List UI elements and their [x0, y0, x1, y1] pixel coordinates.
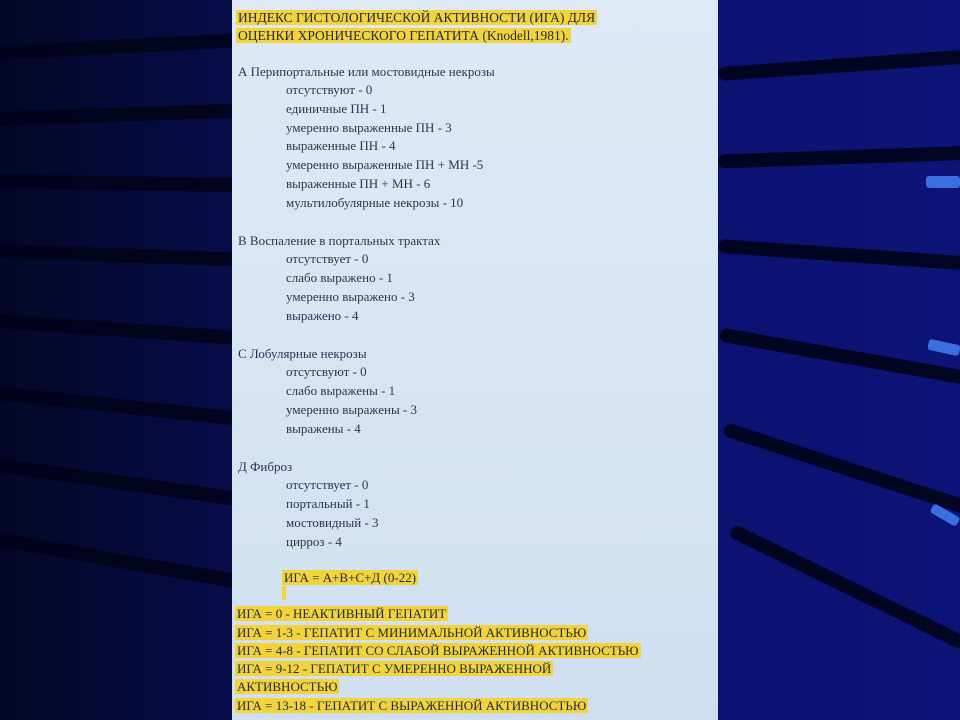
grade-text: ИГА = 13-18 - ГЕПАТИТ С ВЫРАЖЕННОЙ АКТИВНОСТЬЮ — [237, 698, 587, 713]
grade-line — [235, 643, 641, 659]
section-c-heading: С Лобулярные некрозы — [238, 346, 367, 361]
section-a-item: умеренно выраженные ПН + МН -5 — [286, 157, 484, 172]
background-stripe — [0, 384, 240, 425]
background-stripe — [0, 33, 240, 61]
section-b-heading: В Воспаление в портальных трактах — [238, 233, 441, 248]
formula-highlight-tail — [282, 586, 286, 600]
section-b-item: отсутствует - 0 — [286, 251, 369, 266]
grade-line — [235, 625, 588, 641]
section-a-item: отсутствуют - 0 — [286, 82, 373, 97]
background-stripe — [722, 422, 960, 516]
background-stripe — [719, 328, 960, 387]
background-stripe — [728, 524, 960, 651]
title-line-2-text: ОЦЕНКИ ХРОНИЧЕСКОГО ГЕПАТИТА (Knodell,1981). — [238, 28, 569, 43]
section-d-item: портальный - 1 — [286, 496, 370, 511]
background-accent — [927, 339, 960, 356]
grade-text: ИГА = 1-3 - ГЕПАТИТ С МИНИМАЛЬНОЙ АКТИВНОСТЬЮ — [237, 625, 587, 640]
background-stripe — [718, 239, 960, 271]
title-line-1 — [236, 10, 597, 26]
grade-line — [235, 661, 553, 677]
background-stripe — [0, 313, 240, 345]
section-b-item: умеренно выражено - 3 — [286, 289, 415, 304]
formula-text: ИГА = А+В+С+Д (0-22) — [284, 570, 417, 585]
section-c-item: слабо выражены - 1 — [286, 383, 396, 398]
section-c-item: выражены - 4 — [286, 421, 361, 436]
grade-text: ИГА = 4-8 - ГЕПАТИТ СО СЛАБОЙ ВЫРАЖЕННОЙ АКТИВНОСТЬЮ — [237, 643, 639, 658]
grade-text: ИГА = 0 - НЕАКТИВНЫЙ ГЕПАТИТ — [237, 606, 447, 621]
grade-line — [235, 698, 588, 714]
section-b-item: слабо выражено - 1 — [286, 270, 393, 285]
title-line-2 — [236, 28, 571, 44]
section-a-item: выраженные ПН - 4 — [286, 138, 396, 153]
section-c-item: умеренно выражены - 3 — [286, 402, 418, 417]
background-stripe — [718, 49, 960, 81]
section-a-item: выраженные ПН + МН - 6 — [286, 176, 431, 191]
section-a-item: умеренно выраженные ПН - 3 — [286, 120, 452, 135]
section-b-item: выражено - 4 — [286, 308, 359, 323]
grade-text: АКТИВНОСТЬЮ — [237, 679, 338, 694]
section-a-item: единичные ПН - 1 — [286, 101, 387, 116]
section-a-item: мультилобулярные некрозы - 10 — [286, 195, 464, 210]
grade-line — [235, 679, 339, 695]
document-page — [232, 0, 718, 720]
background-stripe — [0, 174, 240, 193]
section-d-item: мостовидный - 3 — [286, 515, 379, 530]
background-stripe — [0, 456, 240, 506]
formula-line — [282, 570, 418, 586]
background-stripe — [718, 145, 960, 168]
section-d-heading: Д Фиброз — [238, 459, 293, 474]
background-stripe — [0, 103, 240, 126]
section-d-item: отсутствует - 0 — [286, 477, 369, 492]
background-stripe — [0, 243, 240, 266]
grade-line — [235, 606, 448, 622]
grade-text: ИГА = 9-12 - ГЕПАТИТ С УМЕРЕННО ВЫРАЖЕННОЙ — [237, 661, 552, 676]
background-stripe — [0, 530, 239, 589]
background-accent — [926, 176, 960, 188]
section-d-item: цирроз - 4 — [286, 534, 342, 549]
title-line-1-text: ИНДЕКС ГИСТОЛОГИЧЕСКОЙ АКТИВНОСТИ (ИГА) ДЛЯ — [238, 10, 596, 25]
section-a-heading: А Перипортальные или мостовидные некрозы — [238, 64, 495, 79]
section-c-item: отсутсвуют - 0 — [286, 364, 367, 379]
